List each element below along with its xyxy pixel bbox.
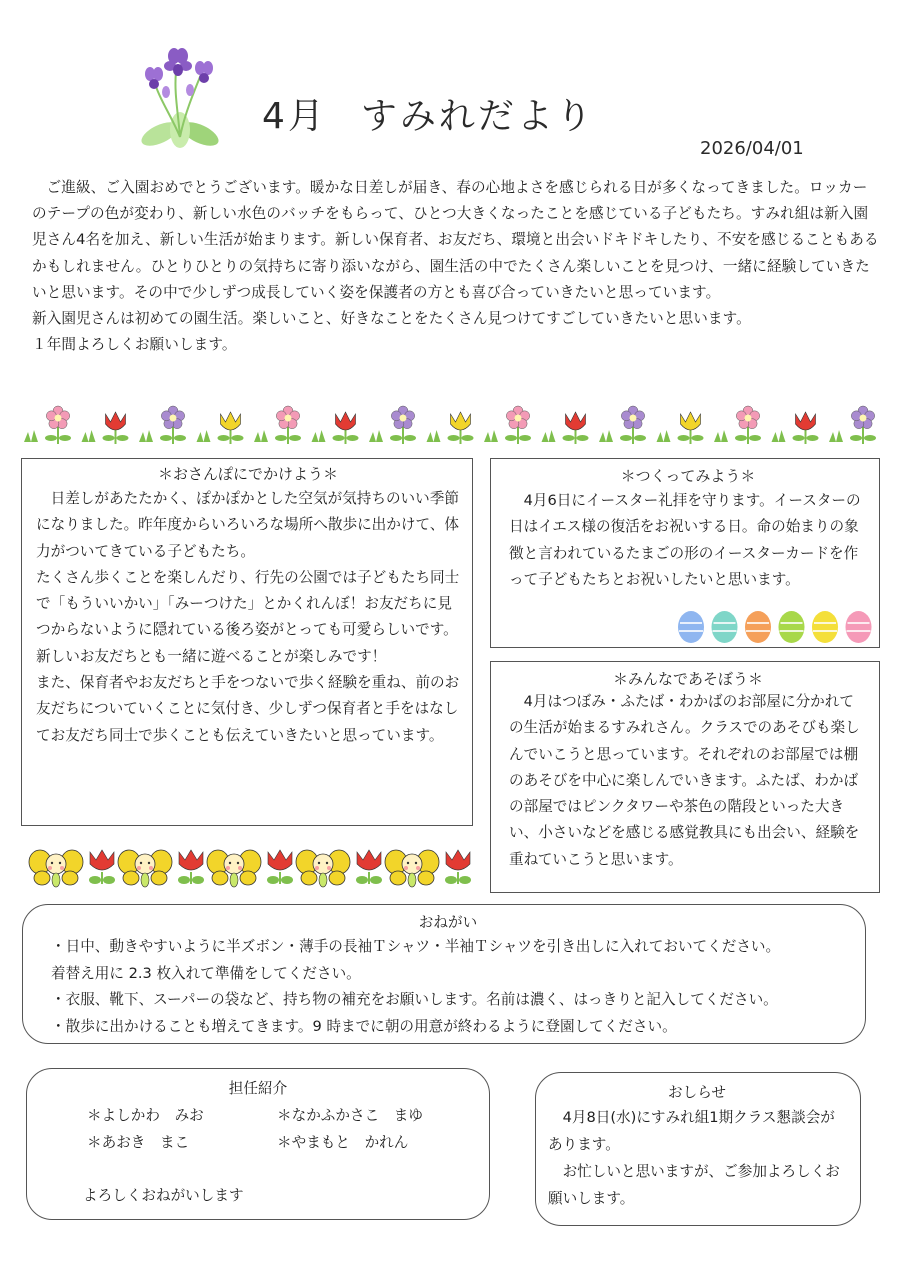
butterfly-tulip-border (26, 844, 480, 888)
border-flower-icon (139, 406, 186, 444)
walk-heading: ＊おさんぽにでかけよう＊ (157, 465, 338, 483)
border-flower-icon (599, 406, 646, 444)
notice-heading: おしらせ (668, 1084, 726, 1101)
butterfly-icon (118, 850, 172, 887)
notice-paragraph: 4月8日(水)にすみれ組1期クラス懇談会があります。 (548, 1109, 835, 1153)
walk-section (21, 458, 473, 826)
teacher-name: ＊あおき まこ (87, 1134, 190, 1151)
butterfly-icon (29, 850, 83, 887)
intro-text (32, 175, 882, 358)
request-item: ・散歩に出かけることも増えてきます。9 時までに朝の用意が終わるように登園してください。 (51, 1017, 677, 1035)
notice-paragraph: お忙しいと思いますが、ご参加よろしくお願いします。 (548, 1163, 840, 1207)
border-flower-icon (829, 406, 876, 444)
easter-egg-icon (812, 611, 838, 643)
border-flower-icon (254, 406, 301, 444)
request-item: ・日中、動きやすいように半ズボン・薄手の長袖Ｔシャツ・半袖Ｔシャツを引き出しに入れておいてください。 (51, 938, 781, 955)
make-paragraph: 4月6日にイースター礼拝を守ります。イースターの日はイエス様の復活をお祝いする日。命の始まりの象徴と言われているたまごの形のイースターカードを作って子どもたちとお祝いしたいと思います。 (509, 492, 861, 588)
border-flower-icon (82, 412, 129, 444)
staff-heading: 担任紹介 (228, 1080, 288, 1097)
request-item: 着替え用に 2.3 枚入れて準備をしてください。 (51, 964, 361, 982)
border-flower-icon (24, 406, 71, 444)
violet-flower-icon (130, 42, 230, 150)
play-paragraph: 4月はつぼみ・ふたば・わかばのお部屋に分かれての生活が始まるすみれさん。クラスでのあそびも楽しんでいこうと思っています。それぞれのお部屋では棚のあそびを中心に楽しんでいきます。ふたば、わかばの部屋ではピンクタワーや茶色の階段といった大きい、小さいなどを感じる感覚教具にも出会い、経験を重ねていこうと思います。 (509, 693, 860, 868)
walk-paragraph: また、保育者やお友だちと手をつないで歩く経験を重ね、前のお友だちについていくことに気付き、少しずつ保育者と手をはなしてお友だち同士で歩くことも伝えていきたいと思っています。 (36, 674, 460, 744)
tulip-icon (178, 850, 204, 884)
requests-section (22, 904, 866, 1044)
walk-paragraph: たくさん歩くことを楽しんだり、行先の公園では子どもたち同士で「もういいかい」「みーつけた」とかくれんぼ！お友だちに見つからないように隠れている後ろ姿がとっても可愛らしいです。 (36, 568, 460, 639)
staff-closing: よろしくおねがいします (83, 1187, 244, 1204)
easter-egg-icon (779, 611, 805, 643)
easter-egg-icon (678, 611, 704, 643)
intro-paragraph: 新入園児さんは初めての園生活。楽しいこと、好きなことをたくさん見つけてすごしていきたいと思います。 (32, 310, 751, 328)
requests-heading: おねがい (418, 914, 478, 931)
tulip-icon (267, 850, 293, 884)
flower-border (18, 402, 884, 448)
request-item: ・衣服、靴下、スーパーの袋など、持ち物の補充をお願いします。名前は濃く、はっきりと記入してください。 (51, 991, 778, 1008)
walk-paragraph: 新しいお友だちとも一緒に遊べることが楽しみです！ (36, 647, 387, 665)
border-flower-icon (369, 406, 416, 444)
butterfly-icon (207, 850, 261, 887)
butterfly-icon (296, 850, 350, 887)
easter-egg-icon (745, 611, 771, 643)
intro-paragraph: １年間よろしくお願いします。 (32, 336, 237, 354)
teacher-name: ＊なかふかさこ まゆ (277, 1107, 423, 1124)
make-section (490, 458, 880, 648)
teacher-name: ＊やまもと かれん (277, 1134, 409, 1151)
staff-section (26, 1068, 490, 1220)
tulip-icon (356, 850, 382, 884)
border-flower-icon (427, 412, 474, 444)
easter-egg-icon (712, 611, 738, 643)
easter-eggs-icon (677, 607, 873, 645)
butterfly-icon (385, 850, 439, 887)
make-heading: ＊つくってみよう＊ (620, 467, 756, 485)
notice-section (535, 1072, 861, 1226)
title-month: 4月 (262, 96, 327, 137)
tulip-icon (445, 850, 471, 884)
teacher-name: ＊よしかわ みお (87, 1107, 204, 1124)
intro-paragraph: ご進級、ご入園おめでとうございます。暖かな日差しが届き、春の心地よさを感じられる日が多くなってきました。ロッカーのテープの色が変わり、新しい水色のバッチをもらって、ひとつ大きくなったことを感じている子どもたち。すみれ組は新入園児さん4名を加え、新しい生活が始まります。新しい保育者、お友だち、環境と出会いドキドキしたり、不安を感じることもあるかもしれません。ひとりひとりの気持ちに寄り添いながら、園生活の中でたくさん楽しいことを見つけ、一緒に経験していきたいと思います。その中で少しずつ成長していく姿を保護者の方とも喜び合っていきたいと思っています。 (32, 179, 879, 301)
border-flower-icon (657, 412, 704, 444)
tulip-icon (89, 850, 115, 884)
border-flower-icon (714, 406, 761, 444)
title-name: すみれだより (360, 96, 595, 137)
issue-date: 2026/04/01 (700, 138, 804, 159)
border-flower-icon (542, 412, 589, 444)
border-flower-icon (197, 412, 244, 444)
play-section (490, 661, 880, 893)
easter-egg-icon (846, 611, 872, 643)
walk-paragraph: 日差しがあたたかく、ぽかぽかとした空気が気持ちのいい季節になりました。昨年度からいろいろな場所へ散歩に出かけて、体力がついてきている子どもたち。 (36, 490, 459, 560)
page-title (262, 88, 595, 139)
border-flower-icon (484, 406, 531, 444)
play-heading: ＊みんなであそぼう＊ (612, 670, 763, 688)
border-flower-icon (312, 412, 359, 444)
border-flower-icon (772, 412, 819, 444)
